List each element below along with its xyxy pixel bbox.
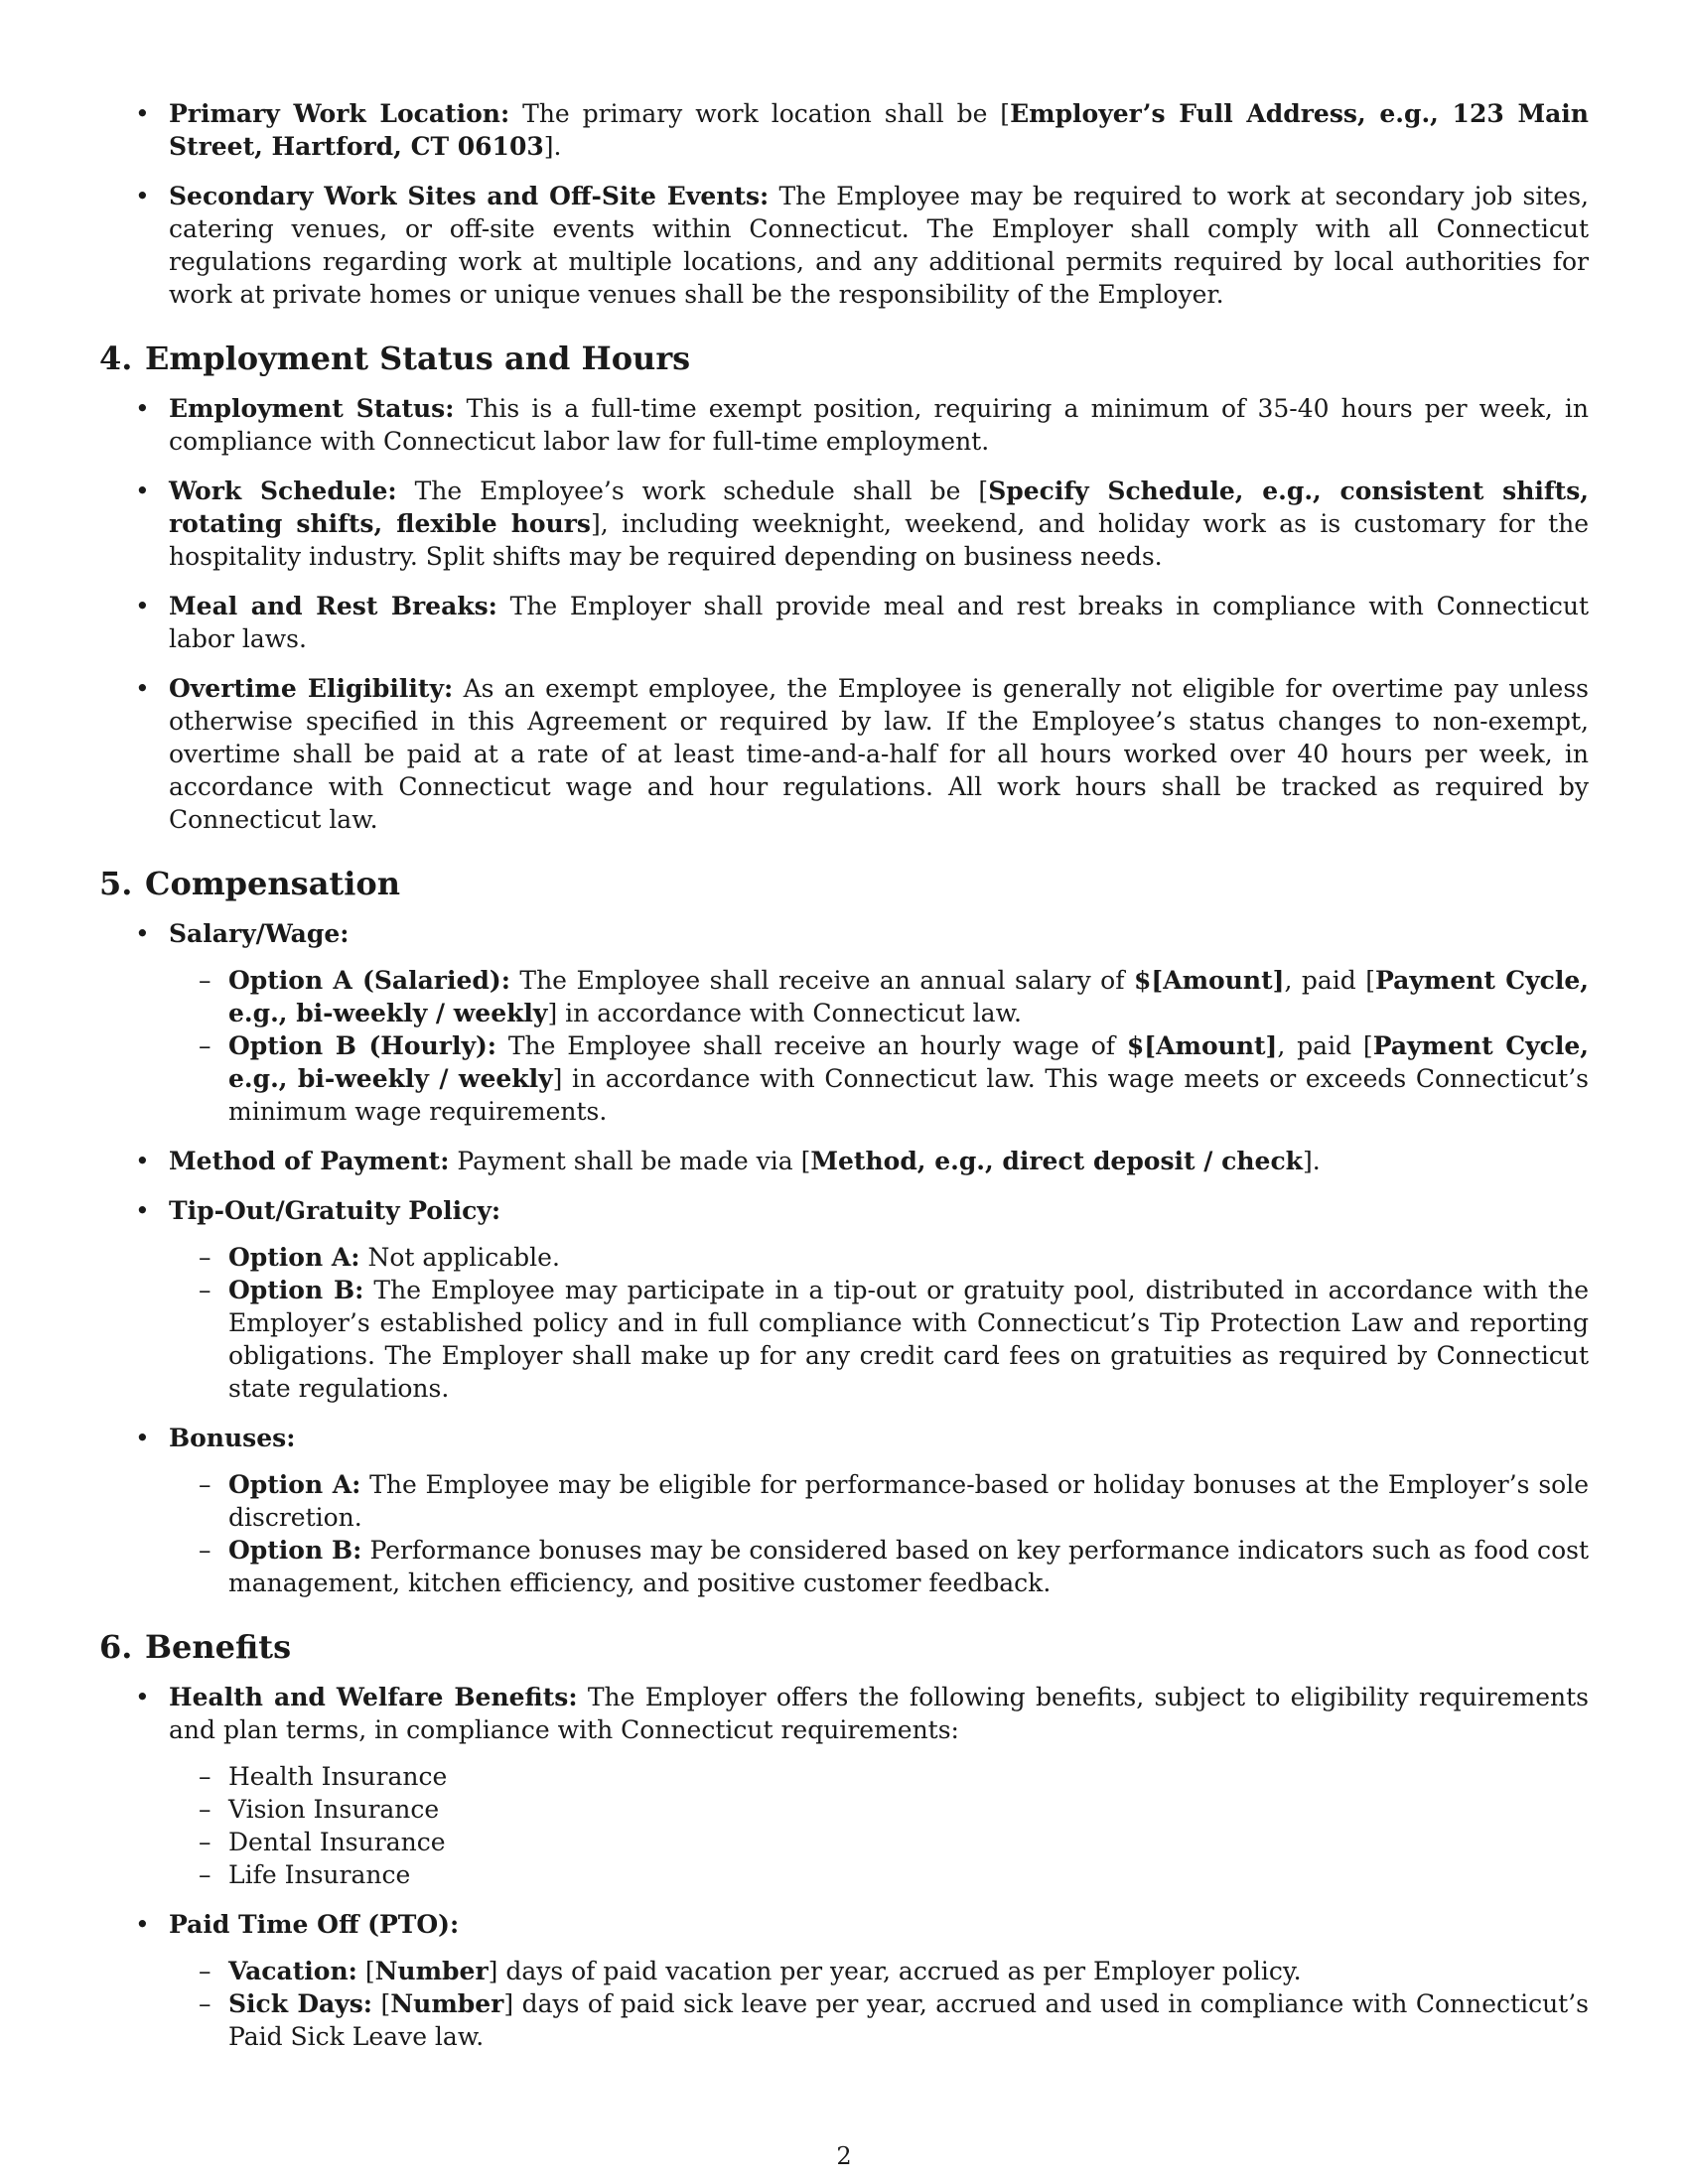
insurance-list [169, 1760, 1589, 1891]
benefit-item: – Dental Insurance [169, 1826, 1589, 1858]
option-text: , paid [ [1277, 1031, 1373, 1060]
bonus-option-b [169, 1534, 1589, 1599]
item-label: Meal and Rest Breaks: [169, 592, 497, 620]
primary-work-location-item [99, 97, 1589, 163]
option-label: Option B (Hourly): [228, 1031, 497, 1060]
option-label: Sick Days: [228, 1989, 373, 2018]
placeholder-text: $[Amount] [1133, 966, 1285, 995]
placeholder-text: Number [374, 1957, 489, 1985]
sick-days-item [169, 1987, 1589, 2053]
item-text: As an exempt employee, the Employee is generally not eligible for overtime pay unless otherwise specified in this Agreement or required by law. If the Employee’s status changes to non-exempt, overtime shall be paid at a rate of at least time-and-a-half for all hours worked over 40 hours per week, in accordance with Connecticut wage and hour regulations. All work hours shall be tracked as required by Connecticut law. [169, 674, 1590, 834]
item-text: ]. [543, 132, 562, 161]
option-label: Option B: [228, 1536, 362, 1565]
salary-options-list [169, 964, 1589, 1128]
option-label: Vacation: [228, 1957, 357, 1985]
health-welfare-item [99, 1681, 1589, 1891]
secondary-work-sites-item [99, 180, 1589, 311]
item-label: Health and Welfare Benefits: [169, 1683, 578, 1711]
option-text: The Employee may be eligible for performance-based or holiday bonuses at the Employer’s sole discretion. [228, 1470, 1589, 1532]
option-label: Option B: [228, 1276, 364, 1304]
salary-option-b [169, 1029, 1589, 1128]
item-text: The Employer offers the following benefits, subject to eligibility requirements and plan terms, in compliance with Connecticut requirements: [169, 1683, 1589, 1744]
bonus-options-list [169, 1468, 1589, 1599]
item-label: Tip-Out/Gratuity Policy: [169, 1196, 501, 1225]
tip-option-a [169, 1241, 1589, 1274]
option-text: Not applicable. [367, 1243, 560, 1272]
placeholder-text: Payment Cycle, e.g., bi-weekly / weekly [228, 966, 1589, 1027]
option-text: , paid [ [1284, 966, 1376, 995]
paid-time-off-item [99, 1908, 1589, 2053]
option-text: [ [380, 1989, 391, 2018]
placeholder-text: Specify Schedule, e.g., consistent shifts, rotating shifts, flexible hours [169, 477, 1589, 538]
section-number: 5. [99, 865, 133, 902]
tip-option-b [169, 1274, 1589, 1405]
vacation-item [169, 1955, 1589, 1987]
item-text: This is a full-time exempt position, requiring a minimum of 35-40 hours per week, in compliance with Connecticut labor law for full-time employment. [169, 394, 1589, 456]
item-text: ]. [1303, 1147, 1321, 1175]
item-text: The Employer shall provide meal and rest breaks in compliance with Connecticut labor laws. [169, 592, 1590, 653]
placeholder-text: Employer’s Full Address, e.g., 123 Main Street, Hartford, CT 06103 [169, 99, 1589, 161]
benefit-item: – Vision Insurance [169, 1793, 1589, 1826]
section-heading-compensation [99, 864, 1589, 903]
item-text: The primary work location shall be [ [522, 99, 1011, 128]
work-schedule-item [99, 475, 1589, 573]
option-text: [ [364, 1957, 375, 1985]
tip-gratuity-item [99, 1194, 1589, 1405]
placeholder-text: Method, e.g., direct deposit / check [810, 1147, 1303, 1175]
salary-option-a [169, 964, 1589, 1029]
item-label: Employment Status: [169, 394, 455, 423]
option-text: ] days of paid sick leave per year, accrued and used in compliance with Connecticut’s Paid Sick Leave law. [228, 1989, 1589, 2051]
item-label: Overtime Eligibility: [169, 674, 454, 703]
section-title-text: Compensation [145, 865, 400, 902]
pto-list [169, 1955, 1589, 2053]
option-text: The Employee shall receive an annual salary of [519, 966, 1134, 995]
item-text: ], including weeknight, weekend, and holiday work as is customary for the hospitality industry. Split shifts may be required depending on business needs. [169, 509, 1590, 571]
placeholder-text: Number [390, 1989, 504, 2018]
option-text: Performance bonuses may be considered based on key performance indicators such as food cost management, kitchen efficiency, and positive customer feedback. [228, 1536, 1589, 1597]
benefit-item: – Health Insurance [169, 1760, 1589, 1793]
salary-wage-item [99, 917, 1589, 1128]
section-heading-benefits [99, 1627, 1589, 1667]
work-location-list [99, 97, 1589, 311]
meal-rest-breaks-item [99, 590, 1589, 655]
item-text: The Employee’s work schedule shall be [ [414, 477, 989, 505]
page-number: 2 [836, 2142, 852, 2170]
option-text: ] in accordance with Connecticut law. This wage meets or exceeds Connecticut’s minimum wage requirements. [228, 1064, 1590, 1126]
option-label: Option A: [228, 1470, 361, 1499]
item-label: Salary/Wage: [169, 919, 350, 948]
overtime-eligibility-item [99, 672, 1589, 836]
option-text: ] in accordance with Connecticut law. [547, 999, 1022, 1027]
option-text: ] days of paid vacation per year, accrued as per Employer policy. [488, 1957, 1302, 1985]
option-label: Option A (Salaried): [228, 966, 510, 995]
employment-status-item [99, 392, 1589, 458]
item-label: Work Schedule: [169, 477, 397, 505]
option-text: The Employee shall receive an hourly wage of [507, 1031, 1127, 1060]
item-label: Paid Time Off (PTO): [169, 1910, 460, 1939]
benefit-item: – Life Insurance [169, 1858, 1589, 1891]
option-label: Option A: [228, 1243, 360, 1272]
bonus-option-a [169, 1468, 1589, 1534]
section-title-text: Benefits [145, 1628, 292, 1666]
item-text: The Employee may be required to work at secondary job sites, catering venues, or off-site events within Connecticut. The Employer shall comply with all Connecticut regulations regarding work at multiple locations, and any additional permits required by local authorities for work at private homes or unique venues shall be the responsibility of the Employer. [169, 182, 1589, 309]
section-title-text: Employment Status and Hours [145, 340, 691, 377]
option-text: The Employee may participate in a tip-out or gratuity pool, distributed in accordance with the Employer’s established policy and in full compliance with Connecticut’s Tip Protection Law and reporting obligations. The Employer shall make up for any credit card fees on gratuities as required by Connecticut state regulations. [228, 1276, 1589, 1403]
item-label: Method of Payment: [169, 1147, 450, 1175]
section-number: 6. [99, 1628, 133, 1666]
section-number: 4. [99, 340, 133, 377]
page-content [99, 97, 1589, 2070]
item-label: Bonuses: [169, 1424, 296, 1452]
section-heading-employment-status [99, 339, 1589, 378]
item-label: Secondary Work Sites and Off-Site Events: [169, 182, 770, 210]
method-of-payment-item [99, 1145, 1589, 1177]
placeholder-text: $[Amount] [1126, 1031, 1278, 1060]
bonuses-item [99, 1422, 1589, 1599]
benefits-list [99, 1681, 1589, 2053]
placeholder-text: Payment Cycle, e.g., bi-weekly / weekly [228, 1031, 1589, 1093]
employment-status-list [99, 392, 1589, 836]
item-text: Payment shall be made via [ [457, 1147, 811, 1175]
compensation-list [99, 917, 1589, 1599]
tip-options-list [169, 1241, 1589, 1405]
item-label: Primary Work Location: [169, 99, 510, 128]
